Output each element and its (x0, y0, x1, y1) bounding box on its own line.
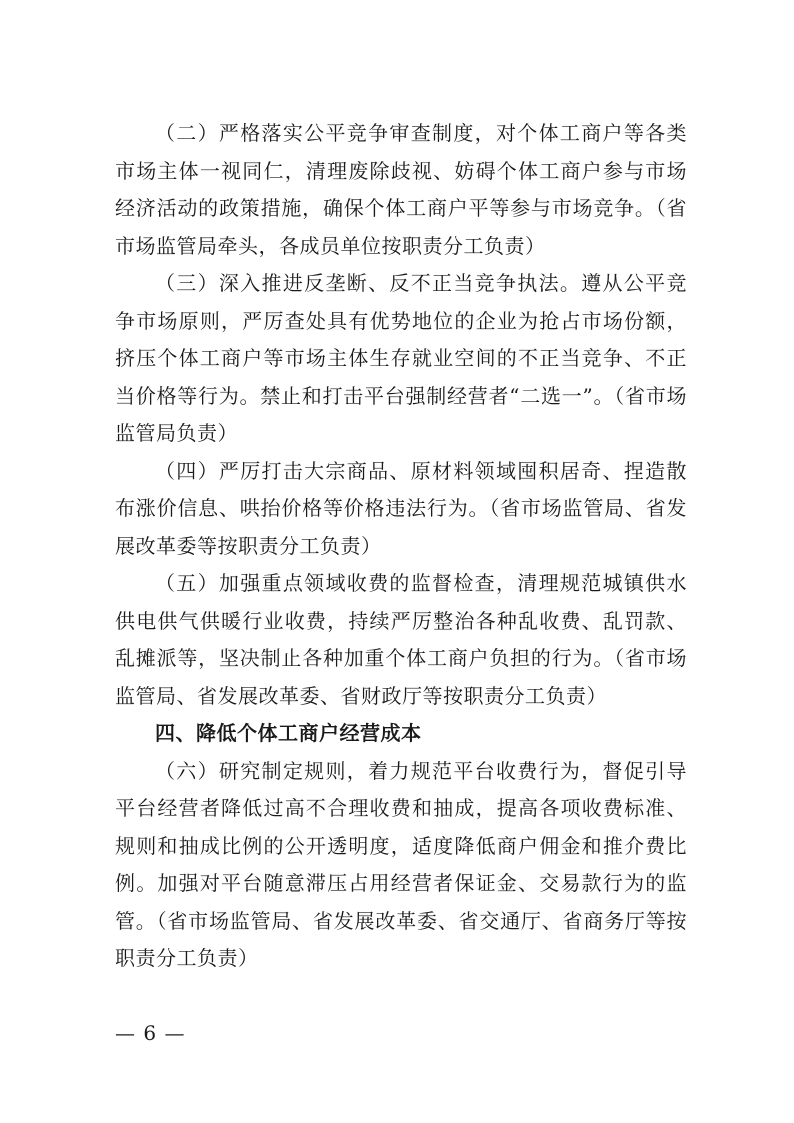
paragraph-platform-fees: （六）研究制定规则，着力规范平台收费行为，督促引导平台经营者降低过高不合理收费和抽成，提高各项收费标准、规则和抽成比例的公开透明度，适度降低商户佣金和推介费比例。加强对平台随意滞压占用经营者保证金、交易款行为的监管。（省市场监管局、省发展改革委、省交通厅、省商务厅等按职责分工负责） (115, 758, 687, 970)
section-heading: 四、降低个体工商户经营成本 (155, 721, 422, 745)
paragraph-fair-competition-review: （二）严格落实公平竞争审查制度，对个体工商户等各类市场主体一视同仁，清理废除歧视、妨碍个体工商户参与市场经济活动的政策措施，确保个体工商户平等参与市场竞争。（省市场监管局牵头，各成员单位按职责分工负责） (115, 121, 687, 258)
paragraph-antitrust-enforcement: （三）深入推进反垄断、反不正当竞争执法。遵从公平竞争市场原则，严厉查处具有优势地位的企业为抢占市场份额，挤压个体工商户等市场主体生存就业空间的不正当竞争、不正当价格等行为。禁止和打击平台强制经营者“二选一”。（省市场监管局负责） (115, 271, 687, 445)
page-number: — 6 — (115, 1021, 186, 1045)
document-body (115, 115, 687, 978)
paragraph-price-violations: （四）严厉打击大宗商品、原材料领域囤积居奇、捏造散布涨价信息、哄抬价格等价格违法行为。（省市场监管局、省发展改革委等按职责分工负责） (115, 458, 687, 558)
paragraph-fee-supervision: （五）加强重点领域收费的监督检查，清理规范城镇供水供电供气供暖行业收费，持续严厉整治各种乱收费、乱罚款、乱摊派等，坚决制止各种加重个体工商户负担的行为。（省市场监管局、省发展改革委、省财政厅等按职责分工负责） (115, 571, 687, 708)
